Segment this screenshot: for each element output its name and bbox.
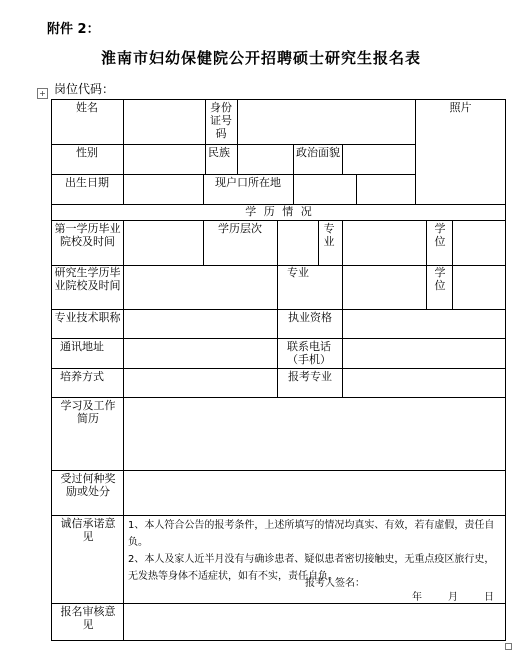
- grid-line: [203, 220, 204, 265]
- grid-line: [342, 265, 343, 397]
- photo-label: 照片: [449, 101, 472, 114]
- grid-line: [277, 220, 278, 265]
- education-section-heading: 学 历 情 况: [245, 205, 312, 218]
- grid-line: [293, 144, 294, 174]
- grid-line: [52, 174, 415, 175]
- attachment-label: 附件 2：: [47, 22, 100, 37]
- table-move-handle-icon[interactable]: +: [37, 88, 48, 99]
- form-title: 淮南市妇幼保健院公开招聘硕士研究生报名表: [100, 49, 421, 67]
- grid-line: [342, 220, 343, 265]
- grid-line: [452, 220, 453, 309]
- integrity-pledge-label: 诚信承诺意见: [60, 517, 116, 543]
- year-label: 年: [412, 592, 422, 603]
- signature-label: 报考人签名：: [305, 578, 365, 589]
- grid-line: [426, 220, 427, 265]
- phone-label: 联系电话（手机）: [287, 340, 331, 366]
- grid-line: [237, 100, 238, 174]
- position-code-label: 岗位代码：: [54, 82, 115, 96]
- pledge-item-2: 2、本人及家人近半月没有与确诊患者、疑似患者密切接触史，无重点疫区旅行史，无发热等身体不适症状，如有不实，责任自负。: [128, 554, 495, 582]
- name-label: 姓名: [76, 101, 98, 114]
- degree-label: 学位: [434, 222, 446, 248]
- birth-date-label: 出生日期: [65, 176, 109, 189]
- grid-line: [426, 265, 427, 309]
- day-label: 日: [484, 592, 494, 603]
- pledge-item-1: 1、本人符合公告的报考条件，上述所填写的情况均真实、有效，若有虚假，责任自负。: [128, 520, 495, 548]
- grid-line: [203, 174, 204, 204]
- month-label: 月: [448, 592, 458, 603]
- table-resize-handle-icon[interactable]: [505, 643, 512, 650]
- graduate-major-label: 专业: [287, 266, 309, 279]
- education-level-label: 学历层次: [218, 222, 262, 235]
- date-line: [412, 588, 520, 603]
- grid-line: [277, 265, 278, 397]
- grid-line: [52, 220, 505, 221]
- resume-label: 学习及工作简历: [60, 399, 116, 425]
- political-status-label: 政治面貌: [296, 146, 340, 159]
- address-label: 通讯地址: [60, 340, 104, 353]
- review-opinion-label: 报名审核意见: [60, 605, 116, 631]
- grid-line: [342, 144, 343, 174]
- major-label: 专业: [323, 222, 335, 248]
- grid-line: [52, 338, 505, 339]
- grid-line: [52, 515, 505, 516]
- grid-line: [52, 470, 505, 471]
- grid-line: [415, 100, 416, 204]
- ethnicity-label: 民族: [208, 146, 230, 159]
- graduate-school-label: 研究生学历毕业院校及时间: [54, 266, 121, 292]
- household-registration-label: 现户口所在地: [215, 176, 281, 189]
- applied-major-label: 报考专业: [288, 370, 332, 383]
- id-number-label: 身份证号码: [210, 101, 232, 140]
- practice-qualification-label: 执业资格: [288, 311, 332, 324]
- training-mode-label: 培养方式: [60, 370, 104, 383]
- grid-line: [52, 397, 505, 398]
- awards-label: 受过何种奖励或处分: [60, 472, 116, 498]
- grid-line: [52, 603, 505, 604]
- first-degree-school-label: 第一学历毕业院校及时间: [54, 222, 121, 248]
- graduate-degree-label: 学位: [434, 266, 446, 292]
- grid-line: [52, 368, 505, 369]
- grid-line: [123, 220, 124, 640]
- grid-line: [293, 174, 294, 204]
- grid-line: [52, 144, 415, 145]
- grid-line: [205, 100, 206, 174]
- grid-line: [318, 220, 319, 265]
- grid-line: [123, 100, 124, 204]
- grid-line: [52, 309, 505, 310]
- grid-line: [356, 174, 357, 204]
- professional-title-label: 专业技术职称: [54, 311, 121, 324]
- gender-label: 性别: [76, 146, 98, 159]
